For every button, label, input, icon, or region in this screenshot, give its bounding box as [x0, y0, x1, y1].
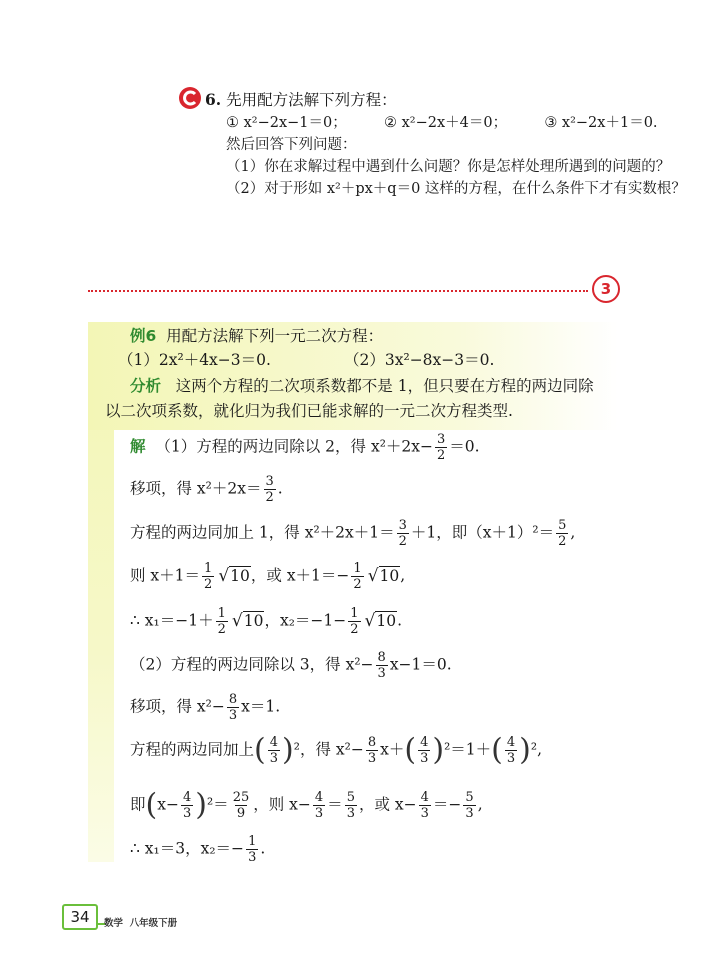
fraction: $\frac{4}{3}$: [269, 735, 279, 766]
fraction: $\frac{4}{3}$: [506, 735, 516, 766]
fraction: $\frac{5}{3}$: [346, 790, 355, 821]
solution-part2-step-2: 移项，得 x²− $\frac{8}{3}$ x＝1.: [130, 692, 281, 723]
analysis-line-1: 分析 这两个方程的二次项系数都不是 1，但只要在方程的两边同除: [130, 377, 594, 395]
eq3: x²−2x＋1＝0.: [561, 115, 658, 131]
page-number: 34: [70, 908, 90, 926]
eq1: x²−2x−1＝0；: [243, 115, 347, 131]
fraction: $\frac{4}{3}$: [314, 790, 324, 821]
fraction: $\frac{8}{3}$: [377, 650, 386, 681]
fraction: $\frac{1}{2}$: [217, 606, 226, 637]
example-problem-2: （2）3x²−8x−3＝0.: [344, 351, 495, 369]
sqrt: √10: [231, 610, 264, 631]
solution-label: 解: [130, 437, 146, 456]
fraction: $\frac{8}{3}$: [228, 692, 238, 723]
eq2: x²−2x＋4＝0；: [401, 115, 508, 131]
solution-step-2: 移项，得 x²＋2x＝ $\frac{3}{2}$ .: [130, 474, 283, 505]
eq3-tag: ③: [544, 115, 558, 131]
fraction: $\frac{3}{2}$: [437, 432, 446, 463]
fraction: $\frac{4}{3}$: [182, 790, 192, 821]
footer-book-title: 数学 八年级下册: [104, 918, 178, 929]
analysis-line-2: 以二次项系数，就化归为我们已能求解的一元二次方程类型.: [105, 402, 513, 420]
fraction: $\frac{1}{3}$: [248, 834, 257, 865]
eq1-tag: ①: [226, 115, 239, 131]
exercise-prompt: 先用配方法解下列方程：: [226, 91, 397, 109]
solution-step-5: ∴ x₁＝−1＋ $\frac{1}{2}$ √10，x₂＝−1− $\frac{1}{2}$ √10.: [130, 606, 403, 637]
section-divider: [88, 290, 588, 292]
eq2-tag: ②: [383, 115, 397, 131]
fraction: $\frac{4}{3}$: [420, 735, 429, 766]
sqrt: √10: [364, 610, 397, 631]
example-label: 例6: [130, 327, 157, 345]
fraction: $\frac{3}{2}$: [265, 474, 274, 505]
sqrt: √10: [218, 565, 250, 586]
example-heading: [130, 326, 383, 346]
exercise-heading: [205, 90, 397, 110]
fraction: $\frac{25}{9}$: [232, 790, 250, 821]
sqrt: √10: [367, 565, 400, 586]
exercise-question-1: （1）你在求解过程中遇到什么问题？你是怎样处理所遇到的问题的？: [226, 159, 671, 175]
problem-1: 2x²＋4x−3＝0.: [158, 351, 271, 369]
page-number-box: [62, 904, 98, 930]
fraction: $\frac{5}{2}$: [558, 518, 567, 549]
fraction: $\frac{1}{2}$: [350, 606, 359, 637]
solution-step-1: 解 （1）方程的两边同除以 2，得 x²＋2x− $\frac{3}{2}$ ＝0.: [130, 432, 480, 463]
solution-part2-step-3: 方程的两边同加上( $\frac{4}{3}$ )²，得 x²− $\frac{8}{3}$ x＋( $\frac{4}{3}$ )²＝1＋( $\frac{4}{3}$ )²,: [130, 732, 543, 768]
section-number-badge: 3: [592, 275, 620, 303]
problem-2: 3x²−8x−3＝0.: [384, 351, 495, 369]
solution-part2-step-1: （2）方程的两边同除以 3，得 x²− $\frac{8}{3}$ x−1＝0.: [130, 650, 452, 681]
solution-step-3: 方程的两边同加上 1，得 x²＋2x＋1＝ $\frac{3}{2}$ ＋1，即（x＋1）²＝ $\frac{5}{2}$ ,: [130, 518, 576, 549]
exercise-c-icon: [178, 86, 202, 110]
example-title: 用配方法解下列一元二次方程：: [166, 327, 384, 345]
example-problems: （1）2x²＋4x−3＝0.: [118, 351, 271, 369]
exercise-then: 然后回答下列问题：: [226, 137, 357, 153]
solution-part2-step-5: ∴ x₁＝3，x₂＝− $\frac{1}{3}$ .: [130, 834, 266, 865]
analysis-label: 分析: [130, 377, 162, 395]
solution-part2-step-4: 即(x− $\frac{4}{3}$ )²＝ $\frac{25}{9}$ ，则 x− $\frac{4}{3}$ ＝ $\frac{5}{3}$ ，或 x− $\frac{4}{3}$ ＝− $\frac{5}{3}$ ,: [130, 787, 483, 823]
fraction: $\frac{5}{3}$: [465, 790, 474, 821]
fraction: $\frac{1}{2}$: [204, 561, 213, 592]
exercise-question-2: （2）对于形如 x²＋px＋q＝0 这样的方程，在什么条件下才有实数根？: [226, 181, 686, 197]
exercise-equations: [226, 113, 658, 133]
fraction: $\frac{4}{3}$: [420, 790, 429, 821]
solution-step-4: 则 x＋1＝ $\frac{1}{2}$ √10，或 x＋1＝− $\frac{1}{2}$ √10,: [130, 561, 406, 592]
fraction: $\frac{8}{3}$: [367, 735, 377, 766]
fraction: $\frac{1}{2}$: [353, 561, 362, 592]
exercise-number: 6.: [205, 90, 222, 109]
fraction: $\frac{3}{2}$: [398, 518, 407, 549]
